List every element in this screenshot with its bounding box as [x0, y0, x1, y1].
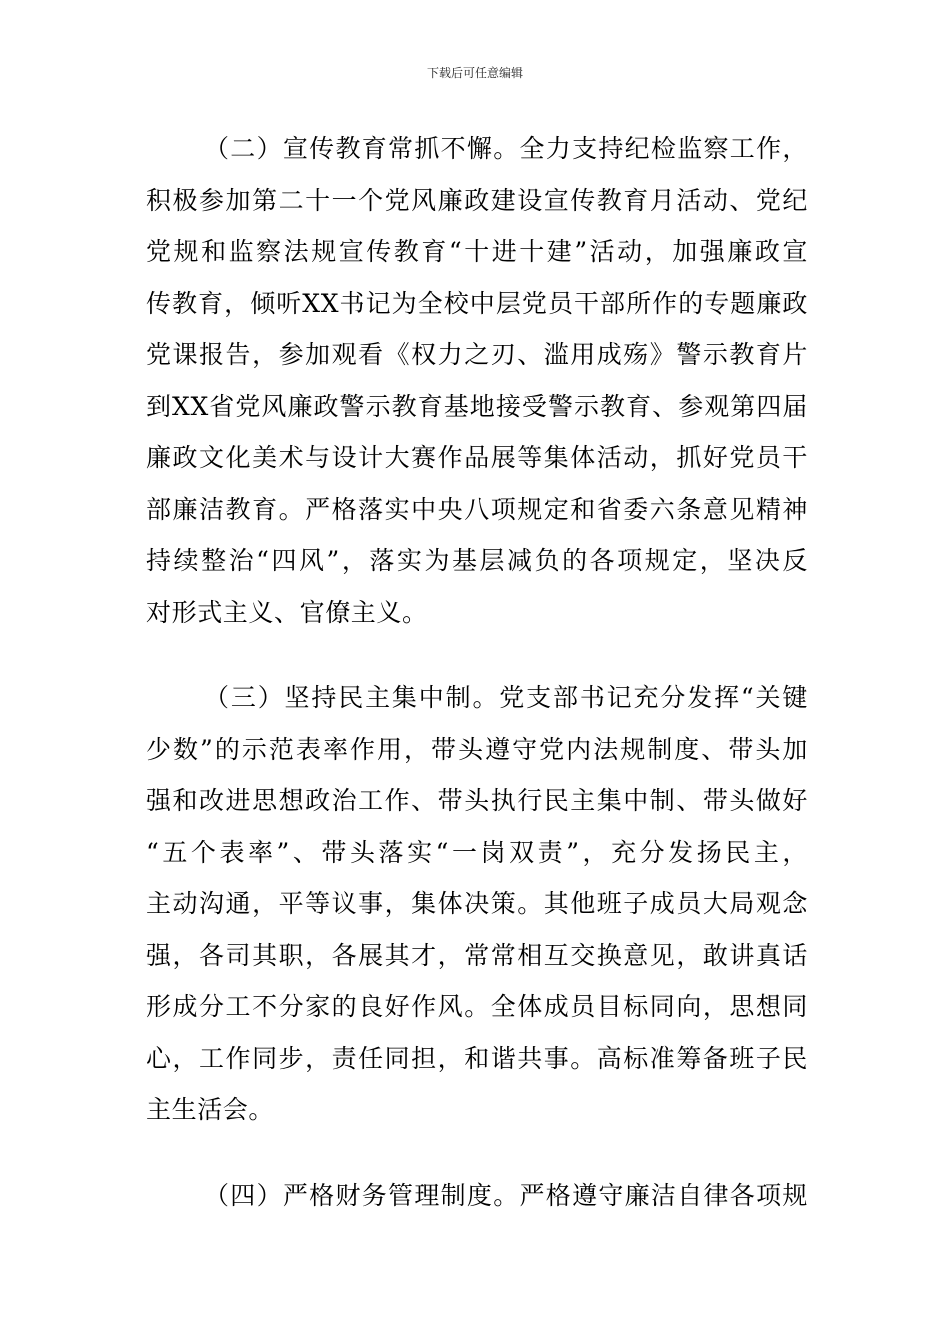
- paragraph-line: “五个表率”、带头落实“一岗双责”，充分发扬民主，: [146, 837, 808, 867]
- paragraph-line: 积极参加第二十一个党风廉政建设宣传教育月活动、党纪: [146, 185, 808, 215]
- paragraph-line: 传教育，倾听XX书记为全校中层党员干部所作的专题廉政: [146, 288, 808, 318]
- paragraph-line: 部廉洁教育。严格落实中央八项规定和省委六条意见精神: [146, 494, 808, 524]
- paragraph-line: 主生活会。: [146, 1095, 275, 1124]
- paragraph-line: （三）坚持民主集中制。党支部书记充分发挥“关键: [204, 683, 808, 712]
- paragraph-line: 廉政文化美术与设计大赛作品展等集体活动，抓好党员干: [146, 443, 808, 472]
- download-note: 下载后可任意编辑: [426, 66, 523, 80]
- paragraph-line: 党课报告，参加观看《权力之刃、滥用成殇》警示教育片: [146, 340, 808, 369]
- paragraph-line: 对形式主义、官僚主义。: [146, 597, 428, 627]
- paragraph-line: （二）宣传教育常抓不懈。全力支持纪检监察工作，: [204, 134, 808, 163]
- paragraph-line: 主动沟通，平等议事，集体决策。其他班子成员大局观念: [146, 889, 808, 918]
- paragraph-line: 心，工作同步，责任同担，和谐共事。高标准筹备班子民: [146, 1043, 808, 1073]
- paragraph-line: 强和改进思想政治工作、带头执行民主集中制、带头做好: [146, 786, 808, 815]
- paragraph-line: 到XX省党风廉政警示教育基地接受警示教育、参观第四届: [146, 391, 808, 421]
- paragraph-line: 形成分工不分家的良好作风。全体成员目标同向，思想同: [146, 992, 808, 1021]
- paragraph-financial-management: [146, 1170, 808, 1222]
- paragraph-line: 党规和监察法规宣传教育“十进十建”活动，加强廉政宣: [146, 237, 808, 266]
- paragraph-publicity-education: [146, 123, 808, 638]
- paragraph-line: 少数”的示范表率作用，带头遵守党内法规制度、带头加: [146, 734, 808, 764]
- paragraph-line: （四）严格财务管理制度。严格遵守廉洁自律各项规: [204, 1181, 808, 1210]
- paragraph-line: 持续整治“四风”，落实为基层减负的各项规定，坚决反: [146, 546, 808, 575]
- paragraph-line: 强，各司其职，各展其才，常常相互交换意见，敢讲真话: [146, 940, 808, 970]
- paragraph-democratic-centralism: [146, 672, 808, 1136]
